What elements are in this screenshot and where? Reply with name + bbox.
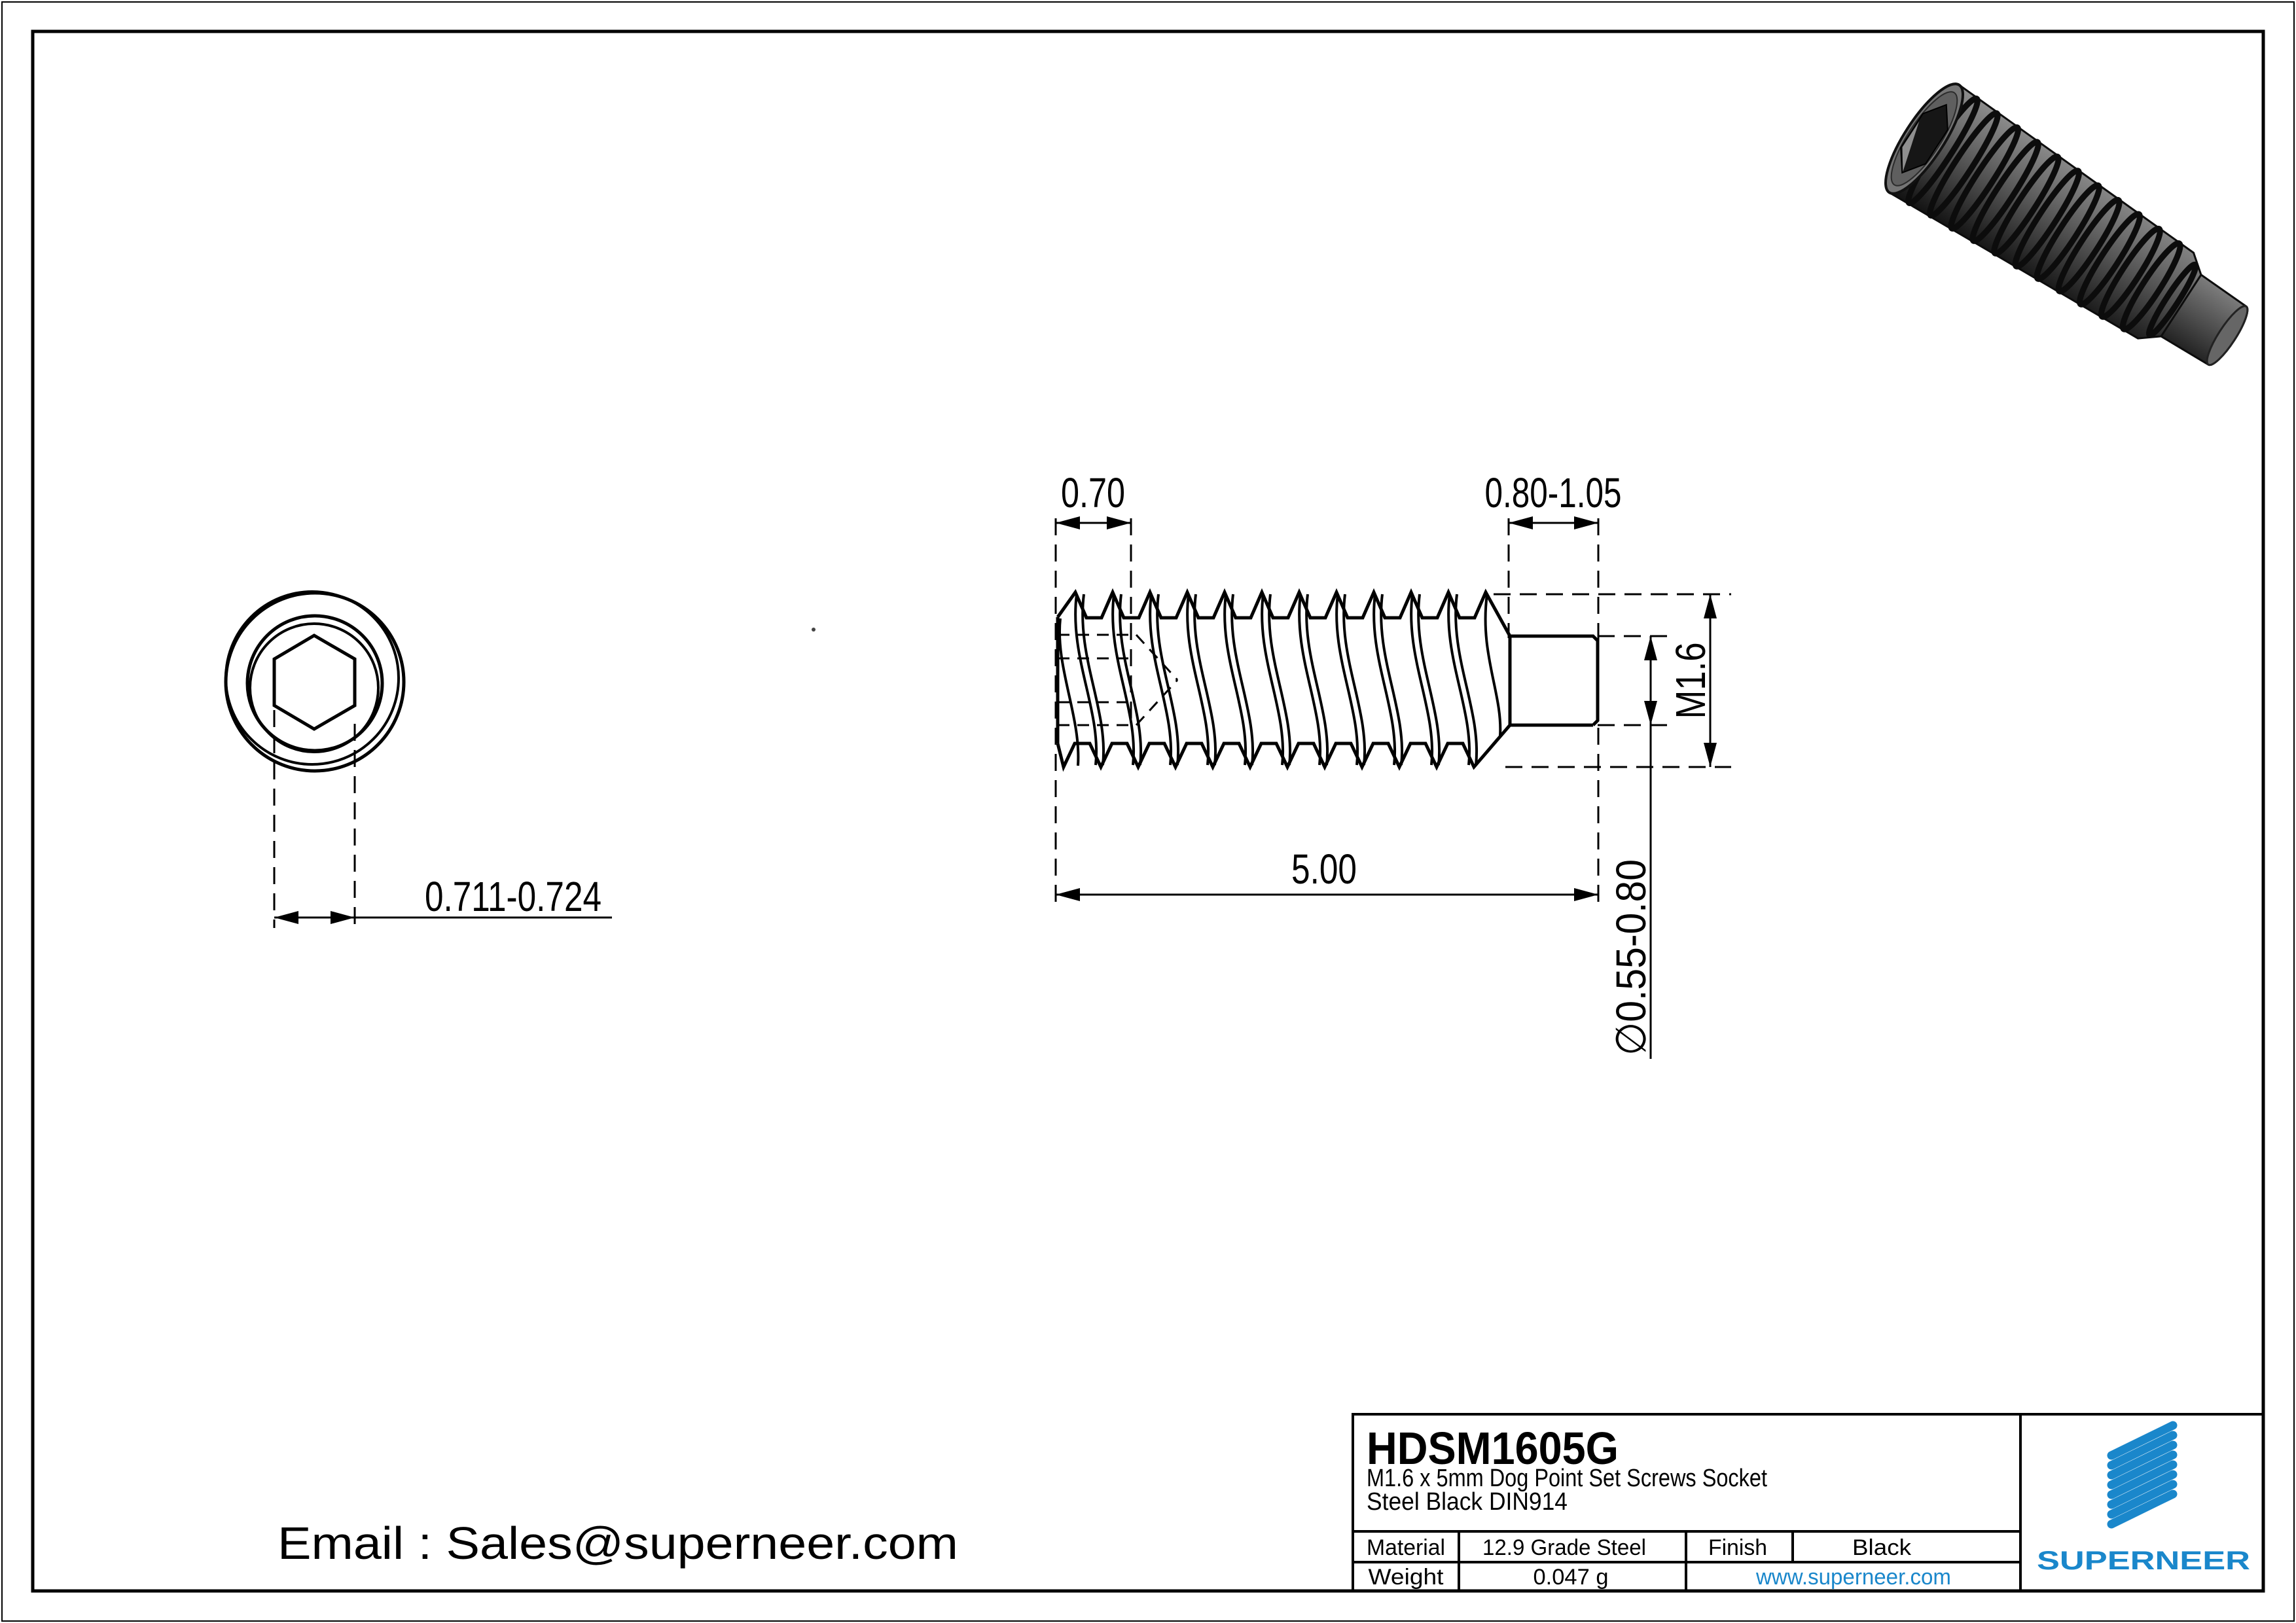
dimensions	[274, 516, 1731, 1059]
brand-name: SUPERNEER	[2037, 1546, 2251, 1575]
weight-value: 0.047 g	[1533, 1565, 1609, 1590]
hex-socket-outline	[274, 635, 355, 729]
material-label: Material	[1367, 1535, 1445, 1560]
material-value: 12.9 Grade Steel	[1482, 1535, 1646, 1560]
logo-stripes-icon	[2111, 1425, 2173, 1524]
dim-overall-length: 5.00	[1291, 846, 1357, 893]
finish-value: Black	[1852, 1535, 1912, 1560]
finish-label: Finish	[1708, 1535, 1767, 1560]
thread-flanks	[1060, 594, 1500, 766]
stray-dot	[812, 628, 816, 632]
dim-dog-point-length: 0.80-1.05	[1484, 469, 1622, 516]
outer-page-border	[2, 2, 2294, 1621]
dim-socket-across-flats: 0.711-0.724	[425, 873, 601, 920]
front-view	[226, 592, 404, 771]
main-drawing-frame	[33, 31, 2263, 1591]
dim-thread-size: M1.6	[1667, 626, 1714, 719]
part-number: HDSM1605G	[1367, 1423, 1619, 1474]
side-view	[1058, 592, 1598, 767]
render-3d-screw	[1873, 74, 2269, 393]
website-link[interactable]: www.superneer.com	[1755, 1565, 1951, 1590]
dim-socket-depth: 0.70	[1061, 469, 1125, 516]
brand-logo	[2037, 1425, 2250, 1575]
description-line2: Steel Black DIN914	[1367, 1488, 1568, 1516]
thread-profile-top	[1058, 592, 1510, 636]
dim-dog-point-diameter: ∅0.55-0.80	[1607, 842, 1655, 1056]
dog-point-outline	[1510, 636, 1598, 725]
description-line1: M1.6 x 5mm Dog Point Set Screws Socket	[1367, 1465, 1768, 1492]
weight-label: Weight	[1368, 1565, 1444, 1590]
email-text[interactable]: Email : Sales@superneer.com	[278, 1518, 958, 1569]
